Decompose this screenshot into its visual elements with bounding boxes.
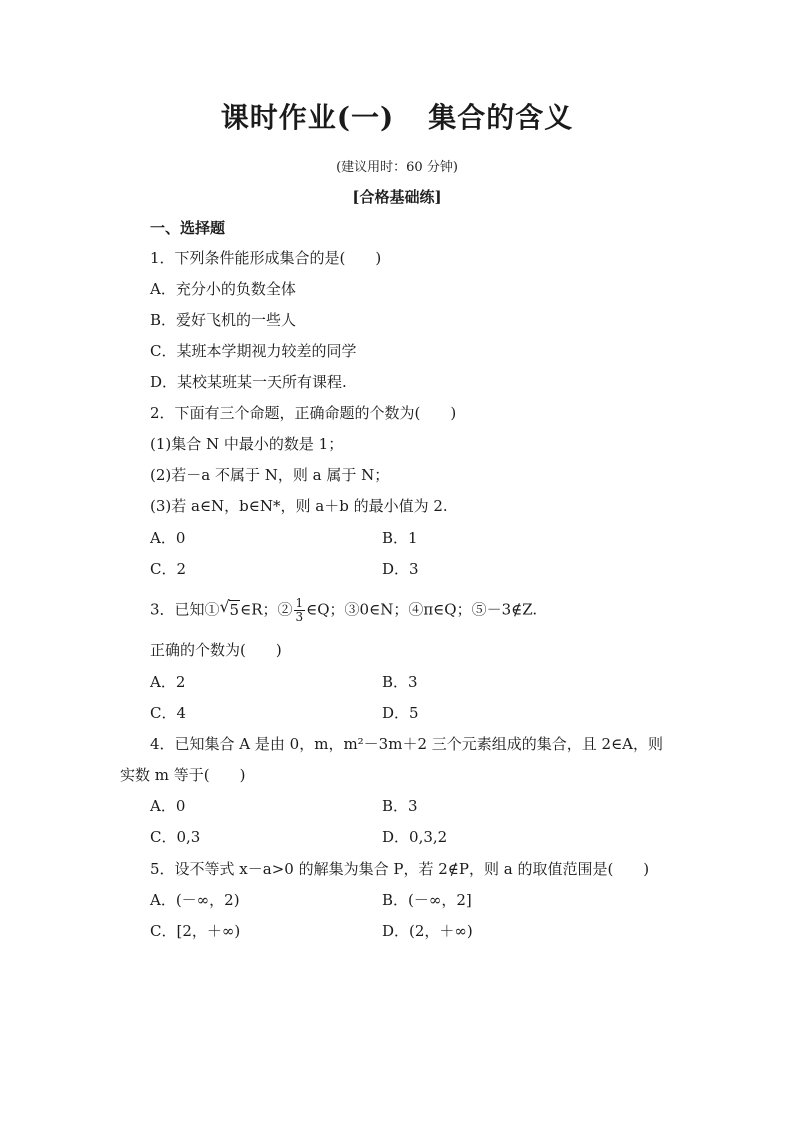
q1-option-c: C．某班本学期视力较差的同学 [150,342,357,360]
q4-option-a: A．0 [150,797,186,815]
q1-stem: 1．下列条件能形成集合的是( ) [150,249,382,267]
q4-option-d: D．0,3,2 [382,828,448,846]
q5-stem: 5．设不等式 x－a>0 的解集为集合 P，若 2∉P，则 a 的取值范围是( ) [150,860,650,878]
q3-option-a: A．2 [150,673,186,691]
q3-part-2-rest: ∈Q；③0∈N；④π∈Q；⑤－3∉Z. [306,600,538,619]
title-part-1: 课时作业(一) [220,101,395,134]
q3-option-d: D．5 [382,704,419,722]
q2-statement-1: (1)集合 N 中最小的数是 1； [150,435,344,453]
q2-option-a: A．0 [150,529,186,547]
q2-option-c: C．2 [150,560,187,578]
q2-statement-3: (3)若 a∈N，b∈N*，则 a＋b 的最小值为 2. [150,497,448,515]
title-part-2: 集合的含义 [428,101,574,134]
q4-option-b: B．3 [382,797,418,815]
q5-option-d: D．(2，＋∞) [382,922,473,940]
q5-option-b: B．(－∞，2] [382,891,472,909]
q4-line-2: 实数 m 等于( ) [120,766,246,784]
q3-stem-prefix: 3．已知① [150,600,220,619]
q4-option-c: C．0,3 [150,828,201,846]
q3-option-b: B．3 [382,673,418,691]
q5-option-a: A．(－∞，2) [150,891,240,909]
q3-part-1-rest: ∈R；② [240,600,293,619]
section-label: [合格基础练] [352,188,442,206]
q4-line-1: 4．已知集合 A 是由 0，m，m²－3m＋2 三个元素组成的集合，且 2∈A，则 [150,735,664,753]
q2-option-d: D．3 [382,560,419,578]
q3-option-c: C．4 [150,704,187,722]
q2-stem: 2．下面有三个命题，正确命题的个数为( ) [150,404,457,422]
q5-option-c: C．[2，＋∞) [150,922,241,940]
q1-option-b: B．爱好飞机的一些人 [150,311,297,329]
part-heading: 一、选择题 [150,219,226,237]
q1-option-a: A．充分小的负数全体 [150,280,296,298]
suggested-time-note: (建议用时：60 分钟) [336,160,458,175]
q2-option-b: B．1 [382,529,418,547]
q3-stem [150,597,537,624]
sqrt-expression: √ 5 [219,596,240,619]
fraction [294,597,306,624]
q1-option-d: D．某校某班某一天所有课程. [150,373,347,391]
fraction-numerator: 1 [295,596,304,610]
fraction-denominator: 3 [295,610,304,624]
page-title [0,96,794,136]
q3-line-2: 正确的个数为( ) [150,641,282,659]
sqrt-argument: 5 [229,600,240,619]
q2-statement-2: (2)若－a 不属于 N，则 a 属于 N； [150,466,390,484]
